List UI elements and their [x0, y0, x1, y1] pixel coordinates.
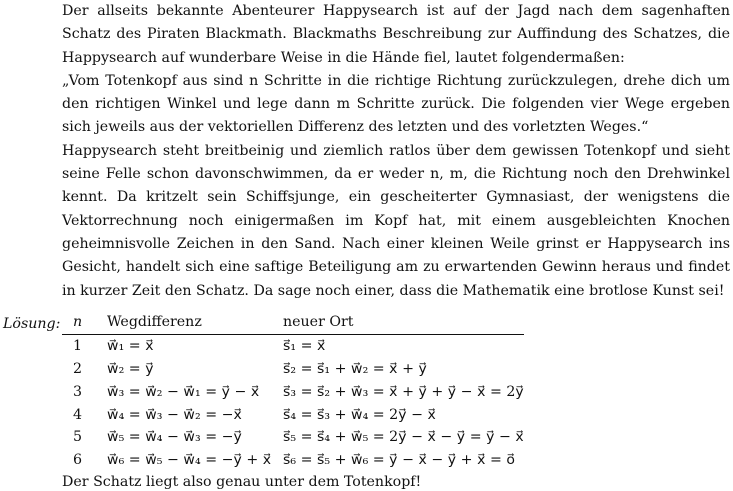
table-row — [62, 380, 524, 403]
row-neuer-ort: s⃗₅ = s⃗₄ + w⃗₅ = 2y⃗ − x⃗ − y⃗ = y⃗ − x⃗ — [283, 429, 524, 446]
row-wegdifferenz: w⃗₆ = w⃗₅ − w⃗₄ = −y⃗ + x⃗ — [107, 452, 272, 469]
row-number: 3 — [73, 383, 83, 400]
row-number: 1 — [73, 338, 83, 355]
row-number: 6 — [73, 452, 83, 469]
table-header-row — [62, 311, 524, 334]
row-wegdifferenz: w⃗₅ = w⃗₄ − w⃗₃ = −y⃗ — [107, 429, 242, 446]
row-number: 2 — [73, 360, 83, 377]
header-neuer-ort: neuer Ort — [283, 314, 354, 331]
table-row — [62, 358, 524, 381]
row-wegdifferenz: w⃗₂ = y⃗ — [107, 360, 154, 377]
row-number: 4 — [73, 406, 83, 423]
row-neuer-ort: s⃗₃ = s⃗₂ + w⃗₃ = x⃗ + y⃗ + y⃗ − x⃗ = 2y⃗ — [283, 383, 524, 400]
table-row — [62, 334, 524, 357]
row-neuer-ort: s⃗₂ = s⃗₁ + w⃗₂ = x⃗ + y⃗ — [283, 360, 427, 377]
conclusion-text: Der Schatz liegt also genau unter dem Totenkopf! — [62, 474, 422, 490]
paragraph-story: Happysearch steht breitbeinig und ziemlich ratlos über dem gewissen Totenkopf und sieht seine Felle schon davonschwimmen, da er weder n, m, die Richtung noch den Drehwinkel kennt. Da kritzelt sein Schiffsjunge, ein gescheiterter Gymnasiast, der wenigstens die Vektorrechnung noch einigermaßen im Kopf hat, mit einem ausgebleichten Knochen geheimnisvolle Zeichen in den Sand. Nach einer kleinen Weile grinst er Happysearch ins Gesicht, handelt sich eine saftige Beteiligung am zu erwartenden Gewinn heraus und findet in kurzer Zeit den Schatz. Da sage noch einer, dass die Mathematik eine brotlose Kunst sei! — [62, 142, 730, 299]
header-n: n — [73, 314, 83, 331]
header-wegdifferenz: Wegdifferenz — [107, 314, 202, 331]
row-wegdifferenz: w⃗₁ = x⃗ — [107, 338, 154, 355]
row-neuer-ort: s⃗₆ = s⃗₅ + w⃗₆ = y⃗ − x⃗ − y⃗ + x⃗ = o⃗ — [283, 452, 516, 469]
table-row — [62, 449, 524, 472]
table-row — [62, 403, 524, 426]
solution-label: Lösung: — [3, 316, 61, 332]
paragraph-intro: Der allseits bekannte Abenteurer Happysearch ist auf der Jagd nach dem sagenhaften Schatz des Piraten Blackmath. Blackmaths Beschreibung zur Auffindung des Schatzes, die Happysearch auf wunderbare Weise in die Hände fiel, lautet folgendermaßen: — [62, 3, 730, 66]
exercise-text — [62, 0, 730, 303]
table-row — [62, 426, 524, 449]
row-number: 5 — [73, 429, 83, 446]
row-neuer-ort: s⃗₁ = x⃗ — [283, 338, 326, 355]
paragraph-quote: „Vom Totenkopf aus sind n Schritte in die richtige Richtung zurückzulegen, drehe dich um den richtigen Winkel und lege dann m Schritte zurück. Die folgenden vier Wege ergeben sich jeweils aus der vektoriellen Differenz des letzten und des vorletzten Weges.“ — [62, 72, 730, 136]
row-wegdifferenz: w⃗₃ = w⃗₂ − w⃗₁ = y⃗ − x⃗ — [107, 383, 260, 400]
row-wegdifferenz: w⃗₄ = w⃗₃ − w⃗₂ = −x⃗ — [107, 406, 242, 423]
solution-table — [62, 311, 524, 472]
row-neuer-ort: s⃗₄ = s⃗₃ + w⃗₄ = 2y⃗ − x⃗ — [283, 406, 436, 423]
